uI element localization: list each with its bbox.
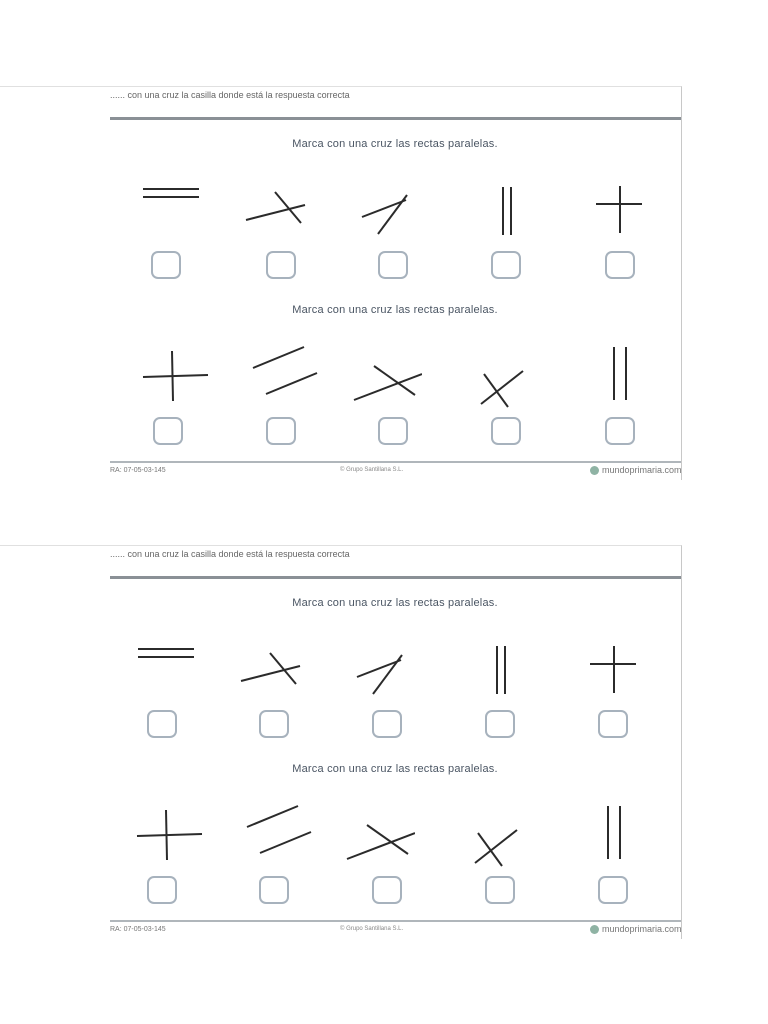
worksheet-1 xyxy=(0,86,682,480)
figure-perpendicular-cross xyxy=(590,183,660,253)
answer-checkbox-r2-1[interactable] xyxy=(147,876,177,904)
answer-checkbox-r1-5[interactable] xyxy=(605,251,635,279)
figure-diagonal-parallel xyxy=(244,801,314,871)
answer-checkbox-r2-1[interactable] xyxy=(153,417,183,445)
footer-code: RA: 07-05-03-145 xyxy=(110,467,166,474)
footer-copyright: © Grupo Santillana S.L. xyxy=(340,926,404,932)
answer-checkbox-r1-2[interactable] xyxy=(266,251,296,279)
answer-checkbox-r1-4[interactable] xyxy=(485,710,515,738)
answer-checkbox-r2-5[interactable] xyxy=(598,876,628,904)
logo-icon xyxy=(590,925,599,934)
worksheet-2 xyxy=(0,545,682,939)
footer-divider xyxy=(110,920,681,922)
answer-checkbox-r2-2[interactable] xyxy=(266,417,296,445)
question-2-title: Marca con una cruz las rectas paralelas. xyxy=(292,304,498,316)
question-2-title: Marca con una cruz las rectas paralelas. xyxy=(292,763,498,775)
question-1-title: Marca con una cruz las rectas paralelas. xyxy=(292,597,498,609)
answer-checkbox-r1-3[interactable] xyxy=(378,251,408,279)
figure-horizontal-parallel xyxy=(137,179,207,249)
figure-perpendicular-cross xyxy=(584,643,654,713)
figure-diagonal-parallel xyxy=(250,342,320,412)
answer-checkbox-r1-1[interactable] xyxy=(151,251,181,279)
logo-icon xyxy=(590,466,599,475)
figure-vertical-parallel xyxy=(594,802,664,872)
answer-checkbox-r2-3[interactable] xyxy=(372,876,402,904)
figure-horizontal-parallel xyxy=(132,639,202,709)
answer-checkbox-r1-4[interactable] xyxy=(491,251,521,279)
instruction-text: ...... con una cruz la casilla donde está la respuesta correcta xyxy=(110,549,350,559)
header-divider xyxy=(110,117,681,120)
answer-checkbox-r1-3[interactable] xyxy=(372,710,402,738)
answer-checkbox-r2-3[interactable] xyxy=(378,417,408,445)
answer-checkbox-r1-1[interactable] xyxy=(147,710,177,738)
question-1-title: Marca con una cruz las rectas paralelas. xyxy=(292,138,498,150)
footer-logo xyxy=(590,924,682,934)
answer-checkbox-r1-5[interactable] xyxy=(598,710,628,738)
answer-checkbox-r1-2[interactable] xyxy=(259,710,289,738)
header-divider xyxy=(110,576,681,579)
answer-checkbox-r2-5[interactable] xyxy=(605,417,635,445)
footer-logo-text: mundoprimaria.com xyxy=(602,465,682,475)
footer-code: RA: 07-05-03-145 xyxy=(110,926,166,933)
footer-logo xyxy=(590,465,682,475)
answer-checkbox-r2-2[interactable] xyxy=(259,876,289,904)
figure-vertical-parallel xyxy=(480,644,550,714)
figure-perpendicular-cross xyxy=(134,804,204,874)
figure-crossing-lines-b xyxy=(359,190,429,260)
figure-vertical-parallel xyxy=(600,343,670,413)
footer-copyright: © Grupo Santillana S.L. xyxy=(340,467,404,473)
footer-logo-text: mundoprimaria.com xyxy=(602,924,682,934)
footer-divider xyxy=(110,461,681,463)
instruction-text: ...... con una cruz la casilla donde está la respuesta correcta xyxy=(110,90,350,100)
figure-crossing-lines-a xyxy=(243,187,313,257)
answer-checkbox-r2-4[interactable] xyxy=(485,876,515,904)
answer-checkbox-r2-4[interactable] xyxy=(491,417,521,445)
figure-crossing-lines-a xyxy=(238,648,308,718)
figure-perpendicular-cross xyxy=(140,345,210,415)
figure-vertical-parallel xyxy=(486,185,556,255)
